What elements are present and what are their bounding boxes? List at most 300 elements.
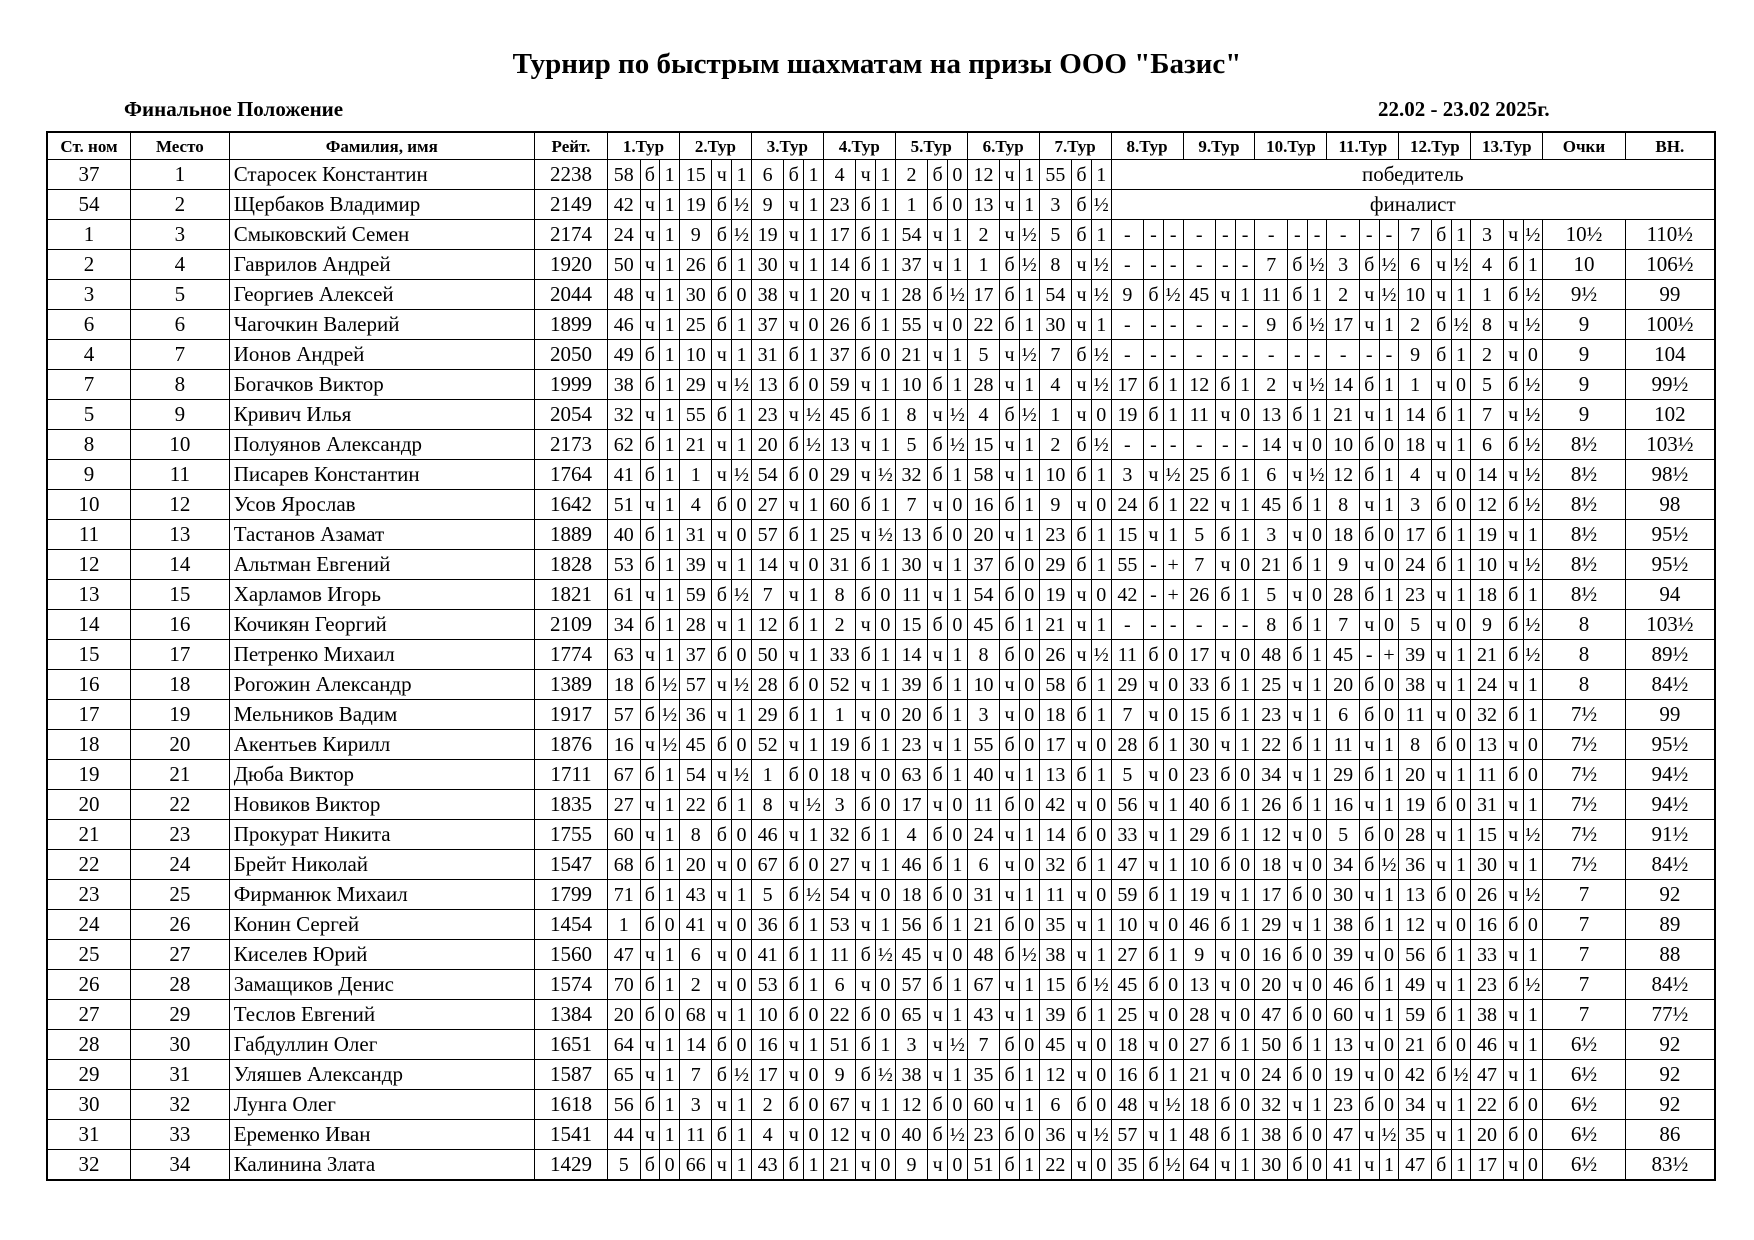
round-color-cell: ч — [1000, 340, 1020, 370]
round-color-cell: ч — [1216, 940, 1236, 970]
round-opponent-cell: 4 — [967, 400, 999, 430]
round-score-cell: 1 — [1235, 700, 1255, 730]
round-color-cell: ч — [1287, 1090, 1307, 1120]
round-color-cell: б — [1503, 970, 1523, 1000]
round-color-cell: б — [856, 730, 876, 760]
round-score-cell: 0 — [1307, 430, 1327, 460]
round-score-cell: 0 — [947, 820, 967, 850]
tiebreak-cell: 99½ — [1625, 370, 1715, 400]
round-opponent-cell: 8 — [1039, 250, 1071, 280]
round-color-cell: б — [1503, 430, 1523, 460]
round-opponent-cell: 9 — [823, 1060, 855, 1090]
round-color-cell: б — [640, 670, 660, 700]
round-opponent-cell: 37 — [751, 310, 783, 340]
round-score-cell: 1 — [804, 640, 824, 670]
round-color-cell: б — [928, 850, 948, 880]
round-score-cell: ½ — [1091, 1120, 1111, 1150]
round-score-cell: 1 — [804, 220, 824, 250]
round-color-cell: ч — [712, 430, 732, 460]
rating-cell: 1917 — [534, 700, 607, 730]
round-color-cell: б — [1287, 790, 1307, 820]
round-opponent-cell: - — [1111, 610, 1143, 640]
start-number-cell: 28 — [47, 1030, 131, 1060]
column-header: 10.Тур — [1255, 132, 1327, 160]
round-score-cell: 1 — [804, 490, 824, 520]
rating-cell: 1560 — [534, 940, 607, 970]
round-score-cell: 0 — [732, 940, 752, 970]
round-score-cell: 1 — [1307, 400, 1327, 430]
round-color-cell: ч — [1000, 850, 1020, 880]
round-score-cell: 1 — [947, 1000, 967, 1030]
round-score-cell: ½ — [1379, 1120, 1399, 1150]
round-opponent-cell: 29 — [1255, 910, 1287, 940]
start-number-cell: 37 — [47, 160, 131, 190]
round-opponent-cell: 33 — [1183, 670, 1215, 700]
round-opponent-cell: 35 — [967, 1060, 999, 1090]
status-note-cell: победитель — [1111, 160, 1715, 190]
round-opponent-cell: 31 — [751, 340, 783, 370]
round-score-cell: - — [1307, 340, 1327, 370]
round-score-cell: 1 — [1379, 1150, 1399, 1181]
round-color-cell: ч — [1431, 850, 1451, 880]
round-color-cell: ч — [1000, 760, 1020, 790]
round-color-cell: ч — [1000, 880, 1020, 910]
round-opponent-cell: 54 — [823, 880, 855, 910]
round-color-cell: ч — [712, 1090, 732, 1120]
round-opponent-cell: 55 — [967, 730, 999, 760]
round-color-cell: б — [1287, 610, 1307, 640]
round-score-cell: 0 — [1379, 520, 1399, 550]
round-opponent-cell: 15 — [679, 160, 711, 190]
round-color-cell: ч — [1503, 1030, 1523, 1060]
round-opponent-cell: 18 — [895, 880, 927, 910]
round-opponent-cell: 24 — [608, 220, 640, 250]
round-color-cell: ч — [1359, 940, 1379, 970]
round-score-cell: ½ — [1307, 460, 1327, 490]
round-opponent-cell: 10 — [967, 670, 999, 700]
rating-cell: 1821 — [534, 580, 607, 610]
round-opponent-cell: 6 — [1471, 430, 1503, 460]
round-color-cell: ч — [1503, 220, 1523, 250]
round-color-cell: б — [1216, 520, 1236, 550]
round-opponent-cell: 6 — [679, 940, 711, 970]
round-score-cell: 1 — [1163, 820, 1183, 850]
round-opponent-cell: 10 — [1111, 910, 1143, 940]
round-color-cell: ч — [1503, 310, 1523, 340]
round-opponent-cell: 21 — [895, 340, 927, 370]
round-score-cell: 1 — [1451, 850, 1471, 880]
round-score-cell: 1 — [947, 700, 967, 730]
round-opponent-cell: 20 — [751, 430, 783, 460]
round-color-cell: б — [1144, 400, 1164, 430]
table-row — [47, 520, 1715, 550]
round-score-cell: 0 — [1091, 880, 1111, 910]
points-cell: 6½ — [1543, 1150, 1625, 1181]
rating-cell: 1889 — [534, 520, 607, 550]
round-opponent-cell: 13 — [1327, 1030, 1359, 1060]
round-color-cell: - — [1216, 340, 1236, 370]
table-row — [47, 640, 1715, 670]
round-opponent-cell: 10 — [1039, 460, 1071, 490]
tiebreak-cell: 86 — [1625, 1120, 1715, 1150]
round-score-cell: 0 — [732, 640, 752, 670]
round-score-cell: 0 — [732, 730, 752, 760]
round-opponent-cell: 30 — [679, 280, 711, 310]
round-color-cell: ч — [1431, 370, 1451, 400]
round-color-cell: ч — [784, 220, 804, 250]
round-color-cell: б — [784, 610, 804, 640]
round-color-cell: б — [640, 700, 660, 730]
round-score-cell: 1 — [660, 310, 680, 340]
rating-cell: 1899 — [534, 310, 607, 340]
round-score-cell: 0 — [876, 1000, 896, 1030]
round-color-cell: б — [1503, 700, 1523, 730]
round-opponent-cell: 28 — [1399, 820, 1431, 850]
rating-cell: 1774 — [534, 640, 607, 670]
place-cell: 29 — [131, 1000, 230, 1030]
round-score-cell: 1 — [1019, 1060, 1039, 1090]
round-score-cell: 1 — [732, 610, 752, 640]
round-color-cell: ч — [712, 670, 732, 700]
round-score-cell: 1 — [1379, 730, 1399, 760]
round-score-cell: 1 — [660, 880, 680, 910]
points-cell: 8½ — [1543, 460, 1625, 490]
round-color-cell: ч — [1431, 580, 1451, 610]
tiebreak-cell: 98½ — [1625, 460, 1715, 490]
round-color-cell: б — [640, 520, 660, 550]
round-opponent-cell: 23 — [967, 1120, 999, 1150]
round-opponent-cell: 55 — [895, 310, 927, 340]
place-cell: 25 — [131, 880, 230, 910]
round-score-cell: 1 — [1235, 880, 1255, 910]
round-score-cell: ½ — [1523, 970, 1543, 1000]
round-opponent-cell: 3 — [1111, 460, 1143, 490]
round-opponent-cell: 2 — [1471, 340, 1503, 370]
round-color-cell: ч — [928, 640, 948, 670]
round-score-cell: 0 — [1019, 580, 1039, 610]
round-opponent-cell: 42 — [1111, 580, 1143, 610]
table-row — [47, 610, 1715, 640]
player-name-cell: Старосек Константин — [229, 160, 534, 190]
round-color-cell: б — [640, 610, 660, 640]
round-opponent-cell: 19 — [1327, 1060, 1359, 1090]
round-color-cell: б — [784, 370, 804, 400]
round-score-cell: 1 — [1163, 850, 1183, 880]
round-opponent-cell: 4 — [895, 820, 927, 850]
round-color-cell: б — [1287, 1030, 1307, 1060]
round-color-cell: - — [1359, 220, 1379, 250]
round-score-cell: ½ — [947, 430, 967, 460]
round-score-cell: 1 — [660, 490, 680, 520]
round-color-cell: ч — [1503, 1060, 1523, 1090]
round-score-cell: 0 — [1379, 820, 1399, 850]
round-score-cell: ½ — [1379, 850, 1399, 880]
round-color-cell: ч — [1144, 820, 1164, 850]
round-color-cell: - — [1216, 610, 1236, 640]
round-opponent-cell: 13 — [823, 430, 855, 460]
round-score-cell: 1 — [660, 1120, 680, 1150]
table-row — [47, 400, 1715, 430]
round-score-cell: 1 — [660, 610, 680, 640]
start-number-cell: 2 — [47, 250, 131, 280]
round-opponent-cell: 28 — [679, 610, 711, 640]
points-cell: 10 — [1543, 250, 1625, 280]
player-name-cell: Лунга Олег — [229, 1090, 534, 1120]
round-opponent-cell: 30 — [895, 550, 927, 580]
round-score-cell: 1 — [804, 1150, 824, 1181]
round-score-cell: 1 — [1307, 640, 1327, 670]
round-score-cell: ½ — [1307, 370, 1327, 400]
round-opponent-cell: 54 — [679, 760, 711, 790]
column-header: 12.Тур — [1399, 132, 1471, 160]
round-score-cell: ½ — [1091, 340, 1111, 370]
round-opponent-cell: 36 — [1039, 1120, 1071, 1150]
column-header: 9.Тур — [1183, 132, 1255, 160]
round-color-cell: ч — [856, 1120, 876, 1150]
place-cell: 2 — [131, 190, 230, 220]
round-opponent-cell: 6 — [823, 970, 855, 1000]
round-opponent-cell: 28 — [751, 670, 783, 700]
round-score-cell: 1 — [1451, 520, 1471, 550]
round-score-cell: 0 — [1091, 1030, 1111, 1060]
round-opponent-cell: 40 — [895, 1120, 927, 1150]
rating-cell: 1429 — [534, 1150, 607, 1181]
round-opponent-cell: 24 — [1111, 490, 1143, 520]
round-color-cell: б — [712, 580, 732, 610]
round-opponent-cell: 19 — [1183, 880, 1215, 910]
round-color-cell: ч — [928, 1060, 948, 1090]
round-color-cell: ч — [1072, 400, 1092, 430]
round-color-cell: ч — [640, 1060, 660, 1090]
round-score-cell: 1 — [876, 220, 896, 250]
round-color-cell: ч — [1216, 1150, 1236, 1181]
round-score-cell: 0 — [804, 370, 824, 400]
round-color-cell: ч — [1000, 1090, 1020, 1120]
round-opponent-cell: 3 — [967, 700, 999, 730]
round-color-cell: - — [1216, 310, 1236, 340]
round-opponent-cell: 25 — [679, 310, 711, 340]
round-color-cell: б — [1287, 940, 1307, 970]
round-opponent-cell: - — [1255, 340, 1287, 370]
round-color-cell: ч — [712, 340, 732, 370]
round-color-cell: б — [1216, 460, 1236, 490]
round-opponent-cell: 7 — [1183, 550, 1215, 580]
round-color-cell: - — [1144, 220, 1164, 250]
round-color-cell: б — [1431, 1000, 1451, 1030]
round-score-cell: ½ — [947, 280, 967, 310]
round-score-cell: 0 — [1019, 640, 1039, 670]
round-color-cell: б — [1072, 340, 1092, 370]
round-opponent-cell: 10 — [895, 370, 927, 400]
round-color-cell: ч — [856, 670, 876, 700]
round-score-cell: 1 — [804, 340, 824, 370]
round-opponent-cell: 45 — [1327, 640, 1359, 670]
round-score-cell: 0 — [732, 850, 752, 880]
round-score-cell: 1 — [1451, 820, 1471, 850]
round-opponent-cell: 45 — [895, 940, 927, 970]
player-name-cell: Кривич Илья — [229, 400, 534, 430]
round-color-cell: б — [1431, 340, 1451, 370]
round-score-cell: 0 — [804, 1000, 824, 1030]
round-opponent-cell: 8 — [823, 580, 855, 610]
round-color-cell: ч — [856, 430, 876, 460]
round-color-cell: б — [1072, 190, 1092, 220]
round-color-cell: б — [856, 250, 876, 280]
round-score-cell: 1 — [804, 730, 824, 760]
round-color-cell: ч — [712, 160, 732, 190]
round-opponent-cell: 9 — [1399, 340, 1431, 370]
round-score-cell: ½ — [1523, 820, 1543, 850]
round-color-cell: ч — [712, 1000, 732, 1030]
round-score-cell: 1 — [876, 160, 896, 190]
round-score-cell: 1 — [1235, 490, 1255, 520]
round-opponent-cell: 14 — [823, 250, 855, 280]
points-cell: 6½ — [1543, 1030, 1625, 1060]
round-opponent-cell: 12 — [1399, 910, 1431, 940]
round-color-cell: б — [712, 220, 732, 250]
round-score-cell: 0 — [1019, 1120, 1039, 1150]
round-color-cell: ч — [712, 850, 732, 880]
round-color-cell: ч — [1287, 520, 1307, 550]
round-opponent-cell: 2 — [1039, 430, 1071, 460]
round-color-cell: ч — [1503, 520, 1523, 550]
round-color-cell: б — [856, 940, 876, 970]
round-color-cell: ч — [1144, 760, 1164, 790]
round-color-cell: б — [1216, 700, 1236, 730]
round-score-cell: 0 — [1091, 1060, 1111, 1090]
round-color-cell: ч — [640, 580, 660, 610]
round-color-cell: ч — [1359, 1060, 1379, 1090]
start-number-cell: 10 — [47, 490, 131, 520]
round-score-cell: 1 — [1451, 430, 1471, 460]
round-color-cell: ч — [640, 400, 660, 430]
round-opponent-cell: 50 — [1255, 1030, 1287, 1060]
round-opponent-cell: 41 — [608, 460, 640, 490]
round-color-cell: ч — [1431, 760, 1451, 790]
round-opponent-cell: 10 — [679, 340, 711, 370]
round-opponent-cell: 60 — [1327, 1000, 1359, 1030]
round-score-cell: 0 — [1523, 1090, 1543, 1120]
round-opponent-cell: 68 — [679, 1000, 711, 1030]
round-color-cell: б — [640, 340, 660, 370]
round-score-cell: 0 — [1451, 730, 1471, 760]
rating-cell: 2050 — [534, 340, 607, 370]
round-score-cell: ½ — [1523, 610, 1543, 640]
round-color-cell: - — [1144, 610, 1164, 640]
round-score-cell: 0 — [1307, 940, 1327, 970]
round-color-cell: ч — [1503, 940, 1523, 970]
round-color-cell: б — [1144, 490, 1164, 520]
round-color-cell: б — [784, 460, 804, 490]
round-score-cell: ½ — [1091, 430, 1111, 460]
round-score-cell: 1 — [660, 220, 680, 250]
round-score-cell: 1 — [1451, 580, 1471, 610]
round-score-cell: 1 — [876, 640, 896, 670]
round-opponent-cell: 54 — [967, 580, 999, 610]
round-color-cell: ч — [640, 790, 660, 820]
round-opponent-cell: 12 — [967, 160, 999, 190]
tiebreak-cell: 100½ — [1625, 310, 1715, 340]
round-opponent-cell: 9 — [1471, 610, 1503, 640]
place-cell: 22 — [131, 790, 230, 820]
round-score-cell: 0 — [1523, 1150, 1543, 1181]
round-color-cell: б — [1287, 730, 1307, 760]
round-opponent-cell: 10 — [751, 1000, 783, 1030]
round-score-cell: 0 — [947, 490, 967, 520]
round-color-cell: ч — [1503, 1000, 1523, 1030]
tiebreak-cell: 102 — [1625, 400, 1715, 430]
round-color-cell: б — [1000, 550, 1020, 580]
tiebreak-cell: 89½ — [1625, 640, 1715, 670]
points-cell: 6½ — [1543, 1060, 1625, 1090]
round-score-cell: 1 — [947, 760, 967, 790]
round-opponent-cell: 4 — [1399, 460, 1431, 490]
round-score-cell: 1 — [1163, 1120, 1183, 1150]
table-row — [47, 910, 1715, 940]
round-opponent-cell: - — [1111, 340, 1143, 370]
round-opponent-cell: 9 — [1255, 310, 1287, 340]
round-color-cell: б — [928, 1090, 948, 1120]
round-score-cell: ½ — [1523, 490, 1543, 520]
round-color-cell: б — [1503, 910, 1523, 940]
round-color-cell: б — [1144, 940, 1164, 970]
round-opponent-cell: 32 — [1039, 850, 1071, 880]
round-color-cell: б — [1216, 670, 1236, 700]
points-cell: 8½ — [1543, 580, 1625, 610]
round-color-cell: ч — [784, 640, 804, 670]
table-body — [47, 160, 1715, 1181]
round-score-cell: 1 — [1163, 490, 1183, 520]
round-opponent-cell: 5 — [1471, 370, 1503, 400]
rating-cell: 1764 — [534, 460, 607, 490]
round-color-cell: б — [784, 520, 804, 550]
round-opponent-cell: 7 — [751, 580, 783, 610]
table-row — [47, 460, 1715, 490]
round-score-cell: 1 — [1019, 490, 1039, 520]
round-color-cell: ч — [856, 910, 876, 940]
round-color-cell: ч — [1000, 370, 1020, 400]
round-opponent-cell: 34 — [1255, 760, 1287, 790]
table-row — [47, 1150, 1715, 1181]
round-score-cell: 1 — [1451, 340, 1471, 370]
column-header: 5.Тур — [895, 132, 967, 160]
round-score-cell: ½ — [876, 520, 896, 550]
round-opponent-cell: 12 — [1255, 820, 1287, 850]
round-score-cell: ½ — [1163, 460, 1183, 490]
rating-cell: 1651 — [534, 1030, 607, 1060]
round-opponent-cell: 30 — [1471, 850, 1503, 880]
round-score-cell: 1 — [660, 370, 680, 400]
round-opponent-cell: 29 — [1327, 760, 1359, 790]
round-color-cell: ч — [1287, 760, 1307, 790]
round-score-cell: 0 — [1163, 970, 1183, 1000]
table-row — [47, 970, 1715, 1000]
rating-cell: 1618 — [534, 1090, 607, 1120]
round-opponent-cell: 57 — [679, 670, 711, 700]
round-opponent-cell: 68 — [608, 850, 640, 880]
start-number-cell: 3 — [47, 280, 131, 310]
player-name-cell: Калинина Злата — [229, 1150, 534, 1181]
tiebreak-cell: 91½ — [1625, 820, 1715, 850]
start-number-cell: 14 — [47, 610, 131, 640]
place-cell: 16 — [131, 610, 230, 640]
round-opponent-cell: 41 — [751, 940, 783, 970]
round-score-cell: 1 — [1451, 1120, 1471, 1150]
round-score-cell: 1 — [1163, 940, 1183, 970]
round-color-cell: б — [1287, 640, 1307, 670]
round-color-cell: ч — [784, 490, 804, 520]
rating-cell: 1574 — [534, 970, 607, 1000]
